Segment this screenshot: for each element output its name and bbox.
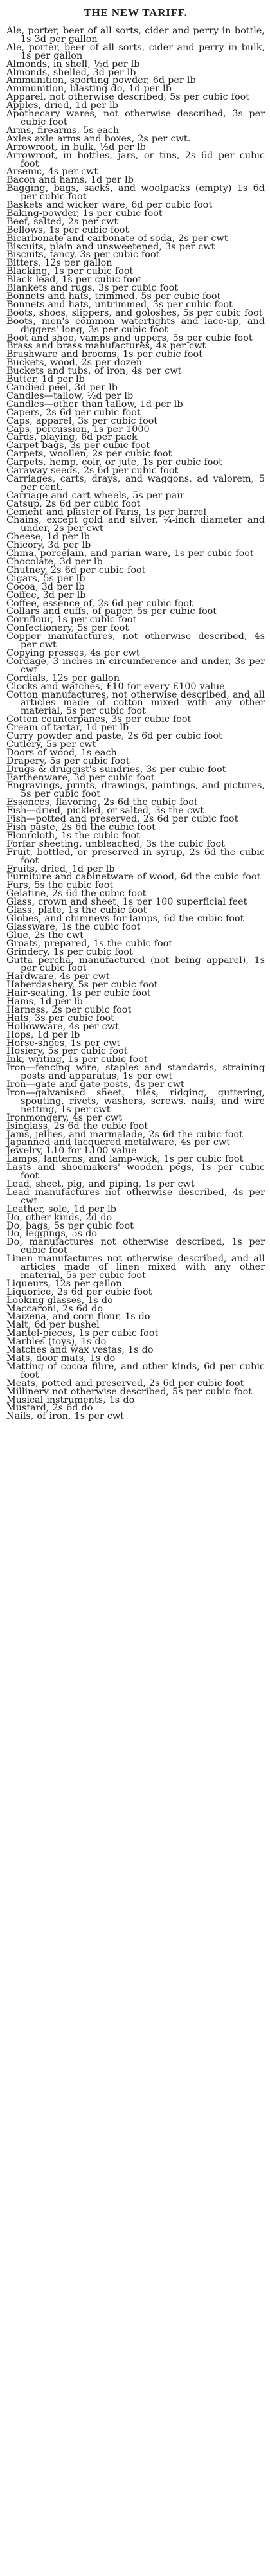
tariff-entry: Fruits, dried, 1d per lb	[6, 863, 115, 874]
tariff-entry: Drugs & druggist's sundries, 3s per cubic foot	[6, 764, 226, 775]
tariff-entry: Cotton counterpanes, 3s per cubic foot	[6, 714, 192, 725]
tariff-entry: Capers, 2s 6d per cubic foot	[6, 407, 141, 418]
tariff-entry: Do, bags, 5s per cubic foot	[6, 1220, 134, 1231]
tariff-entry: Chicory, 3d per lb	[6, 540, 91, 551]
tariff-entry: Curry powder and paste, 2s 6d per cubic foot	[6, 731, 222, 742]
tariff-entry: Carpets, woollen, 2s per cubic foot	[6, 449, 172, 460]
tariff-entry: Cement and plaster of Paris, 1s per barrel	[6, 507, 207, 518]
tariff-entry: Essences, flavoring, 2s 6d the cubic foot	[6, 797, 198, 808]
tariff-entry: China, porcelain, and parian ware, 1s per cubic foot	[6, 548, 254, 559]
tariff-entry: Matches and wax vestas, 1s do	[6, 1345, 154, 1356]
tariff-entry: Bitters, 12s per gallon	[6, 258, 113, 269]
tariff-entry: Horse-shoes, 1s per cwt	[6, 1038, 121, 1049]
tariff-entry: Floorcloth, 1s the cubic foot	[6, 830, 140, 841]
tariff-entry: Axles axle arms and boxes, 2s per cwt.	[6, 133, 191, 144]
tariff-entry: Brass and brass manufactures, 4s per cwt	[6, 341, 206, 352]
tariff-entry: Beef, salted, 2s per cwt	[6, 216, 118, 227]
tariff-entry: Hair-seating, 1s per cubic foot	[6, 988, 151, 999]
tariff-entry: Chains, except gold and silver, ¼-inch diameter and under, 2s per cwt	[6, 515, 265, 534]
tariff-entry: Biscuits, plain and unsweetened, 3s per cwt	[6, 241, 215, 252]
tariff-entry: Mats, door mats, 1s do	[6, 1353, 116, 1364]
tariff-entry: Lead manufactures not otherwise described, 4s per cwt	[6, 1187, 265, 1206]
tariff-entry: Gelatine, 2s 6d the cubic foot	[6, 888, 147, 899]
tariff-entry: Buckets and tubs, of iron, 4s per cwt	[6, 366, 182, 377]
tariff-entry: Black lead, 1s per cubic foot	[6, 275, 142, 285]
tariff-entry: Cornflour, 1s per cubic foot	[6, 615, 137, 626]
tariff-entry: Glassware, 1s the cubic foot	[6, 921, 141, 932]
tariff-entry: Ammunition, sporting powder, 6d per lb	[6, 75, 196, 86]
tariff-entry: Cream of tartar, 1d per lb	[6, 723, 129, 734]
tariff-entry: Do, manufactures not otherwise described, 1s per cubic foot	[6, 1237, 265, 1256]
tariff-entry: Apothecary wares, not otherwise described, 3s per cubic foot	[6, 109, 265, 127]
tariff-entry: Carriages, carts, drays, and waggons, ad valorem, 5 per cent.	[6, 473, 265, 492]
tariff-entry: Linen manufactures not otherwise described, and all articles made of linen mixed with any other material, 5s per cubic foot	[6, 1254, 265, 1281]
tariff-entry: Fruit, bottled, or preserved in syrup, 2s 6d the cubic foot	[6, 847, 265, 866]
tariff-entry: Ale, porter, beer of all sorts, cider and perry in bottle, 1s 3d per gallon	[6, 26, 265, 44]
tariff-entry: Caps, apparel, 3s per cubic foot	[6, 415, 158, 426]
tariff-entry: Caps, percussion, 1s per 1000	[6, 424, 150, 435]
tariff-entry: Jewelry, L10 for L100 value	[6, 1146, 137, 1157]
tariff-entry: Millinery not otherwise described, 5s per cubic foot	[6, 1386, 253, 1397]
tariff-entry: Copying presses, 4s per cwt	[6, 647, 140, 658]
tariff-entry: Groats, prepared, 1s the cubic foot	[6, 938, 173, 949]
tariff-entry: Iron—gate and gate-posts, 4s per cwt	[6, 1079, 184, 1090]
tariff-entry: Confectionery, 5s per foot	[6, 623, 129, 634]
tariff-entry: Cutlery, 5s per cwt	[6, 739, 96, 750]
tariff-entry: Blankets and rugs, 3s per cubic foot	[6, 283, 179, 294]
tariff-entry: Baking-powder, 1s per cubic foot	[6, 208, 163, 219]
tariff-entry: Nails, of iron, 1s per cwt	[6, 1411, 124, 1422]
tariff-entry: Buckets, wood, 2s per dozen	[6, 357, 143, 368]
tariff-entry: Ironmongery, 4s per cwt	[6, 1112, 123, 1123]
tariff-entry: Butter, 1d per lb	[6, 374, 85, 385]
tariff-entry: Furniture and cabinetware of wood, 6d the cubic foot	[6, 872, 261, 883]
tariff-entry: Cotton manufactures, not otherwise described, and all articles made of cotton mixed with any other material, 5s per cubic foot	[6, 689, 265, 717]
tariff-entry: Arrowroot, in bulk, ½d per lb	[6, 141, 146, 152]
tariff-entry: Do, other kinds, 2d do	[6, 1212, 113, 1223]
tariff-entry: Arrowroot, in bottles, jars, or tins, 2s 6d per cubic foot	[6, 150, 265, 169]
tariff-entry: Doors of wood, 1s each	[6, 747, 117, 758]
tariff-entry: Chutney, 2s 6d per cubic foot	[6, 564, 146, 575]
tariff-entry: Candied peel, 3d per lb	[6, 382, 118, 393]
tariff-entry: Fish paste, 2s 6d the cubic foot	[6, 822, 156, 833]
tariff-entry: Lasts and shoemakers' wooden pegs, 1s per cubic foot	[6, 1162, 265, 1182]
tariff-entry: Furs, 5s the cubic foot	[6, 880, 114, 891]
tariff-entry: Iron—fencing wire, staples and standards, straining posts and apparatus, 1s per cwt	[6, 1063, 265, 1082]
tariff-entry: Bagging, bags, sacks, and woolpacks (empty) 1s 6d per cubic foot	[6, 183, 265, 203]
tariff-entry: Carriage and cart wheels, 5s per pair	[6, 490, 184, 501]
tariff-entry: Drapery, 5s per cubic foot	[6, 755, 130, 766]
tariff-entry: Ink, writing, 1s per cubic foot	[6, 1054, 148, 1065]
tariff-entry: Hams, 1d per lb	[6, 996, 83, 1007]
tariff-entry: Copper manufactures, not otherwise described, 4s per cwt	[6, 631, 265, 651]
tariff-entry: Catsup, 2s 6d per cubic foot	[6, 498, 141, 509]
tariff-entry: Lead, sheet, pig, and piping, 1s per cwt	[6, 1178, 195, 1189]
tariff-entry: Caraway seeds, 2s 6d per cubic foot	[6, 465, 179, 476]
tariff-entry: Cordage, 3 inches in circumference and under, 3s per cwt	[6, 656, 265, 675]
tariff-entry: Forfar sheeting, unbleached, 3s the cubic foot	[6, 838, 225, 849]
tariff-entry: Bellows, 1s per cubic foot	[6, 224, 129, 235]
tariff-entry: Baskets and wicker ware, 6d per cubic foot	[6, 200, 213, 211]
tariff-entry: Cards, playing, 6d per pack	[6, 432, 138, 443]
tariff-entry: Glass, crown and sheet, 1s per 100 superficial feet	[6, 897, 248, 908]
page-title: THE NEW TARIFF.	[84, 6, 188, 19]
tariff-entry: Engravings, prints, drawings, paintings, and pictures, 5s per cubic foot	[6, 780, 265, 800]
tariff-entry: Meats, potted and preserved, 2s 6d per cubic foot	[6, 1378, 244, 1389]
tariff-entry: Cocoa, 3d per lb	[6, 581, 85, 592]
tariff-entry: Bicarbonate and carbonate of soda, 2s per cwt	[6, 233, 228, 244]
tariff-entry: Haberdashery, 5s per cubic foot	[6, 980, 158, 991]
tariff-entry: Iron—galvanised sheet, tiles, ridging, guttering, spouting, rivets, washers, screws, nails, and wire netting, 1s per cwt	[6, 1088, 265, 1115]
tariff-entry: Hardware, 4s per cwt	[6, 971, 110, 982]
tariff-entry: Boot and shoe, vamps and uppers, 5s per cubic foot	[6, 332, 253, 343]
tariff-entry: Hollowware, 4s per cwt	[6, 1021, 119, 1032]
tariff-entry: Bonnets and hats, untrimmed, 3s per cubic foot	[6, 299, 233, 310]
tariff-entry: Boots, shoes, slippers, and goloshes, 5s per cubic foot	[6, 307, 263, 318]
tariff-entry: Isinglass, 2s 6d the cubic foot	[6, 1121, 148, 1131]
tariff-entry: Fish—dried, pickled, or salted, 3s the cwt	[6, 806, 204, 816]
tariff-entry: Musical instruments, 1s do	[6, 1394, 135, 1405]
tariff-entry: Glue, 2s the cwt	[6, 930, 84, 941]
tariff-entry: Blacking, 1s per cubic foot	[6, 266, 134, 277]
tariff-entry: Carpets, hemp, coir, or jute, 1s per cubic foot	[6, 457, 222, 468]
tariff-entry: Looking-glasses, 1s do	[6, 1295, 113, 1306]
tariff-entry: Apparel, not otherwise described, 5s per cubic foot	[6, 92, 250, 103]
tariff-entry: Marbles (toys), 1s do	[6, 1337, 107, 1347]
tariff-entry: Liqueurs, 12s per gallon	[6, 1278, 122, 1289]
tariff-entry: Coffee, essence of, 2s 6d per cubic foot	[6, 598, 193, 609]
tariff-entry: Chocolate, 3d per lb	[6, 557, 103, 567]
tariff-entry: Glass, plate, 1s the cubic foot	[6, 905, 147, 916]
tariff-entry: Ale, porter, beer of all sorts, cider and perry in bulk, 1s per gallon	[6, 42, 265, 61]
tariff-entry: Harness, 2s per cubic foot	[6, 1004, 132, 1015]
tariff-entry: Malt, 6d per bushel	[6, 1320, 100, 1331]
tariff-entry: Hosiery, 5s per cubic foot	[6, 1046, 128, 1057]
tariff-entry: Earthenware, 3d per cubic foot	[6, 772, 155, 783]
tariff-entry: Biscuits, fancy, 3s per cubic foot	[6, 249, 160, 260]
tariff-entry: Cheese, 1d per lb	[6, 532, 90, 543]
tariff-entry: Collars and cuffs, of paper, 5s per cubic foot	[6, 606, 217, 617]
tariff-entry: Grindery, 1s per cubic foot	[6, 946, 133, 957]
tariff-entry: Candles—other than tallow, 1d per lb	[6, 399, 183, 410]
tariff-entry-list	[6, 27, 265, 1421]
tariff-entry: Cigars, 5s per lb	[6, 573, 86, 584]
tariff-entry: Fish—potted and preserved, 2s 6d per cubic foot	[6, 814, 239, 825]
tariff-entry: Mantel-pieces, 1s per cubic foot	[6, 1328, 159, 1339]
tariff-entry: Do, leggings, 5s do	[6, 1229, 98, 1239]
tariff-entry: Almonds, shelled, 3d per lb	[6, 67, 136, 78]
tariff-entry: Brushware and brooms, 1s per cubic foot	[6, 349, 203, 360]
tariff-entry: Jams, jellies, and marmalade, 2s 6d the cubic foot	[6, 1129, 243, 1140]
tariff-entry: Hops, 1d per lb	[6, 1029, 80, 1040]
tariff-entry: Carpet bags, 3s per cubic foot	[6, 440, 150, 451]
tariff-entry: Japanned and lacquered metalware, 4s per cwt	[6, 1137, 231, 1148]
tariff-entry: Arsenic, 4s per cwt	[6, 167, 98, 177]
tariff-entry: Candles—tallow, ½d per lb	[6, 390, 134, 401]
tariff-entry: Globes, and chimneys for lamps, 6d the cubic foot	[6, 913, 244, 924]
tariff-entry: Boots, men's common watertights and lace-up, and diggers' long, 3s per cubic foot	[6, 316, 265, 335]
tariff-entry: Ammunition, blasting do, 1d per lb	[6, 84, 172, 95]
tariff-entry: Matting of cocoa fibre, and other kinds, 6d per cubic foot	[6, 1361, 265, 1380]
tariff-entry: Bonnets and hats, trimmed, 5s per cubic foot	[6, 291, 221, 302]
tariff-entry: Apples, dried, 1d per lb	[6, 100, 118, 111]
tariff-entry: Cordials, 12s per gallon	[6, 672, 120, 683]
tariff-entry: Clocks and watches, £10 for every £100 value	[6, 681, 225, 692]
tariff-entry: Maccaroni, 2s 6d do	[6, 1303, 104, 1314]
tariff-entry: Hats, 3s per cubic foot	[6, 1013, 114, 1023]
tariff-entry: Arms, firearms, 5s each	[6, 125, 120, 136]
tariff-entry: Coffee, 3d per lb	[6, 590, 86, 600]
tariff-entry: Gutta percha, manufactured (not being apparel), 1s per cubic foot	[6, 955, 265, 974]
tariff-entry: Liquorice, 2s 6d per cubic foot	[6, 1286, 152, 1297]
tariff-entry: Mustard, 2s 6d do	[6, 1403, 93, 1414]
tariff-entry: Almonds, in shell, ½d per lb	[6, 59, 140, 69]
tariff-entry: Maizena, and corn flour, 1s do	[6, 1311, 150, 1322]
tariff-entry: Bacon and hams, 1d per lb	[6, 175, 134, 186]
tariff-entry: Leather, sole, 1d per lb	[6, 1203, 116, 1214]
tariff-entry: Lamps, lanterns, and lamp-wick, 1s per cubic foot	[6, 1154, 244, 1165]
